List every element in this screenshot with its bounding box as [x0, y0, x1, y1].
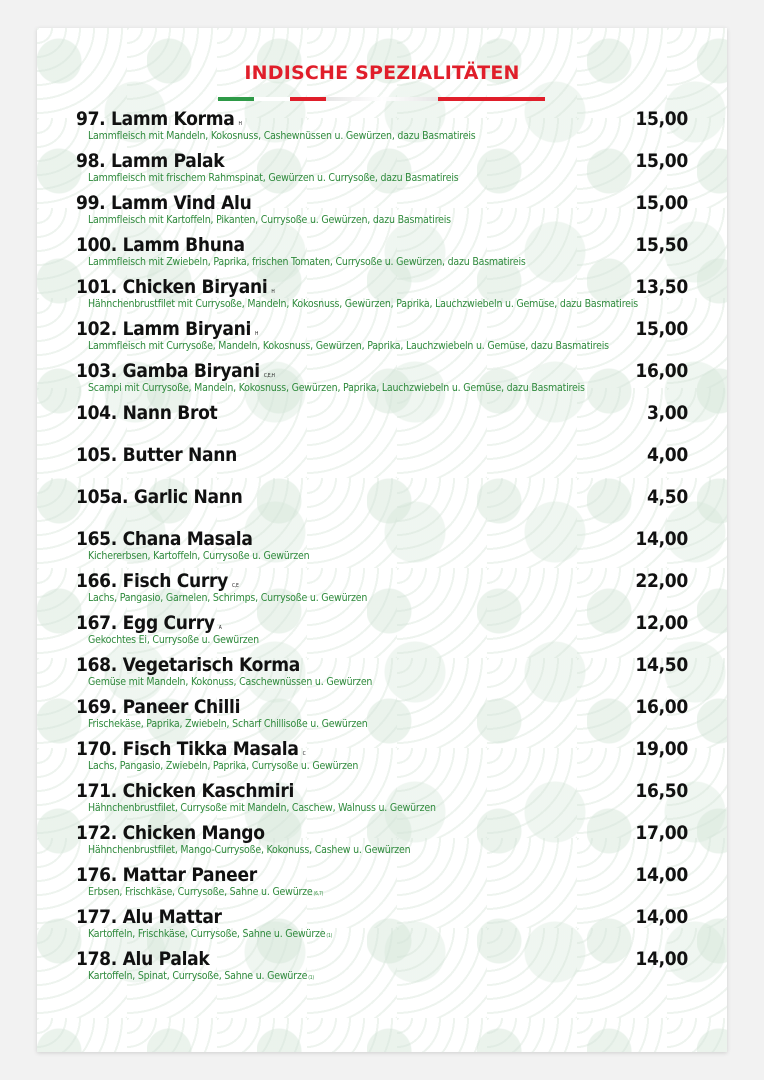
- menu-item-description: [88, 214, 451, 226]
- menu-item-title: 178. Alu Palak: [76, 948, 210, 970]
- menu-item-title: 101. Chicken Biryani: [76, 276, 268, 298]
- menu-item-price: 15,00: [635, 318, 688, 340]
- menu-item-title: 172. Chicken Mango: [76, 822, 265, 844]
- menu-item-name: [76, 108, 242, 130]
- flag-green-stripe: [218, 97, 254, 101]
- menu-item-name: [76, 696, 240, 718]
- menu-item-title: 170. Fisch Tikka Masala: [76, 738, 299, 760]
- allergen-codes: H: [271, 289, 275, 295]
- menu-item-price: 14,50: [635, 654, 688, 676]
- menu-item: [76, 192, 688, 232]
- menu-item-description-text: Lachs, Pangasio, Garnelen, Schrimps, Currysoße u. Gewürzen: [88, 592, 368, 604]
- menu-item-description: [88, 676, 372, 688]
- allergen-codes: C,E: [232, 583, 239, 589]
- menu-item-title: 98. Lamm Palak: [76, 150, 225, 172]
- menu-item-name: [76, 360, 275, 382]
- additive-note: (6,7): [313, 891, 324, 897]
- flag-divider-left: [218, 97, 326, 101]
- menu-item-description-text: Lammfleisch mit frischem Rahmspinat, Gewürzen u. Currysoße, dazu Basmatireis: [88, 172, 459, 184]
- menu-item-name: [76, 444, 237, 466]
- additive-note: (1): [308, 975, 314, 981]
- menu-item: [76, 486, 688, 526]
- menu-item-description: [88, 130, 475, 142]
- page-title: INDISCHE SPEZIALITÄTEN: [244, 62, 520, 84]
- menu-item-description-text: Erbsen, Frischkäse, Currysoße, Sahne u. Gewürze: [88, 886, 313, 898]
- menu-item: [76, 654, 688, 694]
- menu-item-description: [88, 172, 459, 184]
- menu-item-description: [88, 844, 410, 856]
- menu-item-name: [76, 948, 209, 970]
- menu-item-name: [76, 192, 251, 214]
- menu-item: [76, 570, 688, 610]
- menu-item-price: 15,00: [635, 108, 688, 130]
- menu-item-price: 14,00: [635, 906, 688, 928]
- menu-item-title: 104. Nann Brot: [76, 402, 218, 424]
- menu-item: [76, 318, 688, 358]
- menu-item-description: [88, 634, 259, 646]
- menu-item-price: 14,00: [635, 864, 688, 886]
- menu-item-price: 22,00: [635, 570, 688, 592]
- menu-item-description: [88, 298, 638, 310]
- menu-item-description: [88, 970, 314, 982]
- allergen-codes: A: [218, 625, 222, 631]
- menu-item-description-text: Hähnchenbrustfilet, Mango-Currysoße, Kokonuss, Cashew u. Gewürzen: [88, 844, 411, 856]
- menu-item: [76, 150, 688, 190]
- menu-item-title: 99. Lamm Vind Alu: [76, 192, 252, 214]
- menu-item: [76, 864, 688, 904]
- menu-item-description-text: Lachs, Pangasio, Zwiebeln, Paprika, Currysoße u. Gewürzen: [88, 760, 359, 772]
- menu-item-title: 168. Vegetarisch Korma: [76, 654, 300, 676]
- menu-item-description-text: Kartoffeln, Frischkäse, Currysoße, Sahne u. Gewürze: [88, 928, 326, 940]
- menu-item-description: [88, 340, 609, 352]
- menu-item-title: 105a. Garlic Nann: [76, 486, 243, 508]
- menu-item-name: [76, 822, 265, 844]
- menu-item-price: 4,50: [647, 486, 688, 508]
- menu-item: [76, 738, 688, 778]
- flag-red-stripe: [438, 97, 545, 101]
- menu-item-description: [88, 928, 332, 940]
- menu-item-price: 16,00: [635, 360, 688, 382]
- menu-item: [76, 822, 688, 862]
- menu-item-title: 166. Fisch Curry: [76, 570, 229, 592]
- allergen-codes: C: [302, 751, 306, 757]
- menu-item-description-text: Lammfleisch mit Zwiebeln, Paprika, frischen Tomaten, Currysoße u. Gewürzen, dazu Basmatireis: [88, 256, 526, 268]
- menu-item-description-text: Lammfleisch mit Currysoße, Mandeln, Kokosnuss, Gewürzen, Paprika, Lauchzwiebeln u. Gemüse, dazu Basmatireis: [88, 340, 609, 352]
- menu-item: [76, 360, 688, 400]
- menu-item-title: 97. Lamm Korma: [76, 108, 235, 130]
- menu-item-title: 105. Butter Nann: [76, 444, 238, 466]
- menu-item-name: [76, 528, 253, 550]
- menu-item: [76, 444, 688, 484]
- menu-item-name: [76, 612, 222, 634]
- menu-item-description-text: Lammfleisch mit Kartoffeln, Pikanten, Currysoße u. Gewürzen, dazu Basmatireis: [88, 214, 451, 226]
- menu-item-price: 19,00: [635, 738, 688, 760]
- menu-item: [76, 402, 688, 442]
- menu-item-title: 102. Lamm Biryani: [76, 318, 252, 340]
- menu-item: [76, 906, 688, 946]
- menu-item-price: 15,00: [635, 150, 688, 172]
- menu-item-name: [76, 276, 275, 298]
- menu-item-price: 14,00: [635, 948, 688, 970]
- menu-item-description-text: Hähnchenbrustfilet mit Currysoße, Mandeln, Kokosnuss, Gewürzen, Paprika, Lauchzwiebeln u. Gemüse, dazu Basmatireis: [88, 298, 638, 310]
- menu-item-price: 15,50: [635, 234, 688, 256]
- menu-item-description: [88, 718, 368, 730]
- menu-item-description-text: Lammfleisch mit Mandeln, Kokosnuss, Cashewnüssen u. Gewürzen, dazu Basmatireis: [88, 130, 476, 142]
- menu-item-price: 4,00: [647, 444, 688, 466]
- menu-item-name: [76, 486, 243, 508]
- menu-item-name: [76, 864, 257, 886]
- menu-item-description-text: Kartoffeln, Spinat, Currysoße, Sahne u. Gewürze: [88, 970, 308, 982]
- menu-item-price: 12,00: [635, 612, 688, 634]
- menu-item-price: 16,00: [635, 696, 688, 718]
- menu-item-name: [76, 738, 305, 760]
- menu-item-name: [76, 150, 224, 172]
- menu-item: [76, 234, 688, 274]
- menu-item-price: 16,50: [635, 780, 688, 802]
- menu-item-title: 169. Paneer Chilli: [76, 696, 241, 718]
- menu-item: [76, 612, 688, 652]
- menu-item-description: [88, 760, 358, 772]
- menu-item-name: [76, 318, 258, 340]
- menu-item-name: [76, 402, 217, 424]
- menu-item-title: 103. Gamba Biryani: [76, 360, 260, 382]
- flag-divider-right: [438, 97, 545, 101]
- menu-item-price: 14,00: [635, 528, 688, 550]
- flag-white-stripe: [254, 97, 290, 101]
- menu-item: [76, 528, 688, 568]
- menu-item-price: 3,00: [647, 402, 688, 424]
- flag-red-stripe: [290, 97, 326, 101]
- menu-item-description-text: Scampi mit Currysoße, Mandeln, Kokosnuss, Gewürzen, Paprika, Lauchzwiebeln u. Gemüse, dazu Basmatireis: [88, 382, 585, 394]
- menu-item-description: [88, 256, 526, 268]
- menu-item: [76, 696, 688, 736]
- menu-item-description: [88, 550, 309, 562]
- allergen-codes: H: [255, 331, 259, 337]
- menu-item-title: 177. Alu Mattar: [76, 906, 222, 928]
- menu-item-price: 17,00: [635, 822, 688, 844]
- menu-item-description-text: Frischekäse, Paprika, Zwiebeln, Scharf Chillisoße u. Gewürzen: [88, 718, 368, 730]
- menu-item-description-text: Gekochtes Ei, Currysoße u. Gewürzen: [88, 634, 259, 646]
- menu-item: [76, 276, 688, 316]
- allergen-codes: C,E,H: [263, 373, 275, 379]
- menu-item-description-text: Gemüse mit Mandeln, Kokonuss, Caschewnüssen u. Gewürzen: [88, 676, 373, 688]
- menu-item-title: 100. Lamm Bhuna: [76, 234, 245, 256]
- menu-item-title: 176. Mattar Paneer: [76, 864, 257, 886]
- menu-item-description-text: Kichererbsen, Kartoffeln, Currysoße u. Gewürzen: [88, 550, 310, 562]
- menu-item-name: [76, 234, 245, 256]
- menu-item-name: [76, 906, 222, 928]
- menu-item: [76, 780, 688, 820]
- menu-item-price: 15,00: [635, 192, 688, 214]
- allergen-codes: H: [238, 121, 242, 127]
- menu-item-price: 13,50: [635, 276, 688, 298]
- additive-note: (1): [326, 933, 333, 939]
- menu-item: [76, 948, 688, 988]
- flag-divider-center: [326, 97, 438, 101]
- menu-item-title: 167. Egg Curry: [76, 612, 215, 634]
- menu-item-description: [88, 886, 323, 898]
- menu-item: [76, 108, 688, 148]
- menu-item-name: [76, 780, 294, 802]
- menu-item-description: [88, 382, 585, 394]
- menu-item-description: [88, 802, 436, 814]
- menu-item-description: [88, 592, 367, 604]
- menu-item-name: [76, 654, 300, 676]
- menu-item-name: [76, 570, 239, 592]
- menu-item-title: 165. Chana Masala: [76, 528, 253, 550]
- menu-item-description-text: Hähnchenbrustfilet, Currysoße mit Mandeln, Caschew, Walnuss u. Gewürzen: [88, 802, 436, 814]
- menu-item-title: 171. Chicken Kaschmiri: [76, 780, 295, 802]
